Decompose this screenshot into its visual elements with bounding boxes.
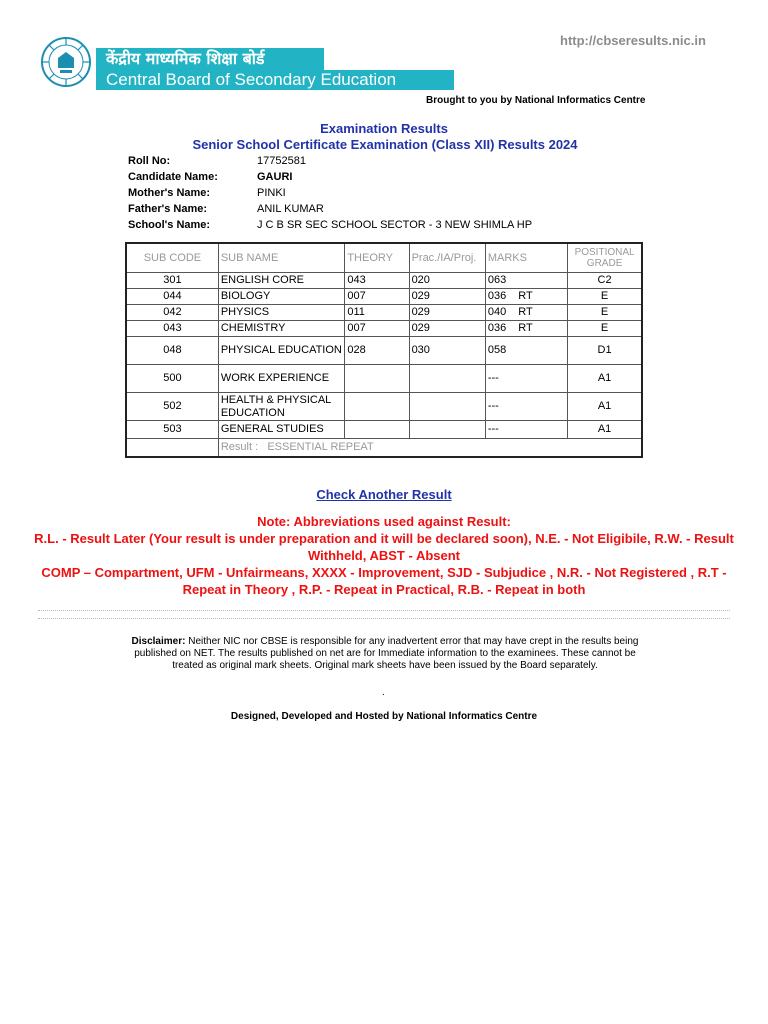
grade-cell: E	[568, 321, 642, 337]
sub-name-cell: CHEMISTRY	[218, 321, 344, 337]
mother-name-label: Mother's Name:	[128, 187, 211, 199]
roll-row	[128, 153, 532, 169]
cbse-emblem-icon	[40, 36, 92, 88]
table-header-row	[126, 243, 642, 273]
theory-cell: 011	[345, 305, 409, 321]
marks-cell	[485, 337, 567, 365]
grade-cell: E	[568, 305, 642, 321]
marks-flag: RT	[518, 306, 533, 318]
candidate-info	[128, 153, 532, 233]
brought-by-text: Brought to you by National Informatics Centre	[426, 95, 646, 106]
father-name-row	[128, 201, 532, 217]
disclaimer-text: Neither NIC nor CBSE is responsible for any inadvertent error that may have crept in the results being published on NET. The results published on net are for Immediate information to the examinees. These cannot be treated as original mark sheets. Original mark sheets have been issued by the Board separately.	[134, 636, 639, 671]
marks-value: 040	[487, 306, 507, 318]
father-name-label: Father's Name:	[128, 203, 208, 215]
grade-cell: E	[568, 289, 642, 305]
site-url: http://cbseresults.nic.in	[560, 33, 706, 48]
sub-name-cell: PHYSICS	[218, 305, 344, 321]
abbreviation-note	[30, 513, 738, 598]
theory-cell: 007	[345, 321, 409, 337]
father-name-value: ANIL KUMAR	[257, 203, 324, 215]
marks-value: 063	[487, 274, 507, 286]
mother-name-value: PINKI	[257, 187, 286, 199]
table-row	[126, 365, 642, 393]
marks-cell	[485, 393, 567, 421]
marks-value: ---	[487, 372, 499, 384]
result-cell	[218, 439, 642, 458]
sub-code-cell: 503	[126, 421, 218, 439]
table-row	[126, 321, 642, 337]
marks-value: ---	[487, 423, 499, 435]
marks-cell	[485, 365, 567, 393]
grade-cell: A1	[568, 365, 642, 393]
school-name-row	[128, 217, 532, 233]
candidate-name-label: Candidate Name:	[128, 171, 218, 183]
table-row	[126, 421, 642, 439]
theory-cell: 007	[345, 289, 409, 305]
exam-title: Examination Results	[320, 121, 448, 136]
disclaimer-label: Disclaimer:	[131, 636, 186, 647]
grade-cell: A1	[568, 393, 642, 421]
marks-cell	[485, 421, 567, 439]
table-row	[126, 273, 642, 289]
divider	[38, 610, 730, 611]
prac-cell: 029	[409, 289, 485, 305]
header-prac: Prac./IA/Proj.	[409, 243, 485, 273]
result-row	[126, 439, 642, 458]
table-row	[126, 289, 642, 305]
header-positional-grade: POSITIONAL GRADE	[568, 243, 642, 273]
sub-code-cell: 044	[126, 289, 218, 305]
theory-cell: 043	[345, 273, 409, 289]
sub-name-cell: GENERAL STUDIES	[218, 421, 344, 439]
check-another-result-link[interactable]: Check Another Result	[316, 487, 452, 502]
roll-value: 17752581	[257, 155, 306, 167]
mother-name-row	[128, 185, 532, 201]
marks-value: 036	[487, 322, 507, 334]
school-name-label: School's Name:	[128, 219, 211, 231]
table-row	[126, 393, 642, 421]
result-label: Result :	[220, 441, 259, 453]
prac-cell: 030	[409, 337, 485, 365]
prac-cell: 020	[409, 273, 485, 289]
header-sub-code: SUB CODE	[126, 243, 218, 273]
prac-cell	[409, 421, 485, 439]
prac-cell	[409, 365, 485, 393]
disclaimer	[120, 636, 650, 672]
footer-credit: Designed, Developed and Hosted by National Informatics Centre	[230, 711, 538, 722]
theory-cell	[345, 421, 409, 439]
divider	[38, 618, 730, 619]
board-hindi-name: केंद्रीय माध्यमिक शिक्षा बोर्ड	[96, 48, 324, 70]
header-theory: THEORY	[345, 243, 409, 273]
roll-label: Roll No:	[128, 155, 171, 167]
marks-flag: RT	[518, 290, 533, 302]
sub-code-cell: 500	[126, 365, 218, 393]
sub-name-cell: BIOLOGY	[218, 289, 344, 305]
note-line-2: COMP – Compartment, UFM - Unfairmeans, XXXX - Improvement, SJD - Subjudice , N.R. - Not Registered , R.T - Repeat in Theory , R.P. - Repeat in Practical, R.B. - Repeat in both	[41, 565, 727, 597]
sub-code-cell: 043	[126, 321, 218, 337]
note-line-1: R.L. - Result Later (Your result is under preparation and it will be declared soon), N.E. - Not Eligibile, R.W. - Result Withheld, ABST - Absent	[34, 531, 734, 563]
school-name-value: J C B SR SEC SCHOOL SECTOR - 3 NEW SHIMLA HP	[257, 219, 533, 231]
exam-subtitle: Senior School Certificate Examination (Class XII) Results 2024	[192, 137, 578, 152]
prac-cell	[409, 393, 485, 421]
sub-code-cell: 048	[126, 337, 218, 365]
sub-name-cell: PHYSICAL EDUCATION	[218, 337, 344, 365]
result-empty-cell	[126, 439, 218, 458]
marks-cell	[485, 321, 567, 337]
sub-code-cell: 301	[126, 273, 218, 289]
note-heading: Note: Abbreviations used against Result:	[257, 514, 511, 529]
theory-cell	[345, 393, 409, 421]
marks-cell	[485, 273, 567, 289]
sub-name-cell: ENGLISH CORE	[218, 273, 344, 289]
grade-cell: D1	[568, 337, 642, 365]
marks-value: 058	[487, 344, 507, 356]
table-row	[126, 337, 642, 365]
header-sub-name: SUB NAME	[218, 243, 344, 273]
prac-cell: 029	[409, 305, 485, 321]
board-english-name: Central Board of Secondary Education	[96, 70, 454, 90]
marks-value: 036	[487, 290, 507, 302]
header-marks: MARKS	[485, 243, 567, 273]
candidate-name-row	[128, 169, 532, 185]
candidate-name-value: GAURI	[257, 171, 293, 183]
theory-cell	[345, 365, 409, 393]
grade-cell: C2	[568, 273, 642, 289]
sub-name-cell: HEALTH & PHYSICAL EDUCATION	[218, 393, 344, 421]
sub-code-cell: 042	[126, 305, 218, 321]
theory-cell: 028	[345, 337, 409, 365]
result-value: ESSENTIAL REPEAT	[267, 441, 374, 453]
prac-cell: 029	[409, 321, 485, 337]
disclaimer-dot: .	[382, 687, 385, 698]
sub-name-cell: WORK EXPERIENCE	[218, 365, 344, 393]
table-row	[126, 305, 642, 321]
marks-value: ---	[487, 400, 499, 412]
marks-flag: RT	[518, 322, 533, 334]
marks-cell	[485, 289, 567, 305]
sub-code-cell: 502	[126, 393, 218, 421]
marks-table	[125, 242, 643, 458]
grade-cell: A1	[568, 421, 642, 439]
marks-cell	[485, 305, 567, 321]
